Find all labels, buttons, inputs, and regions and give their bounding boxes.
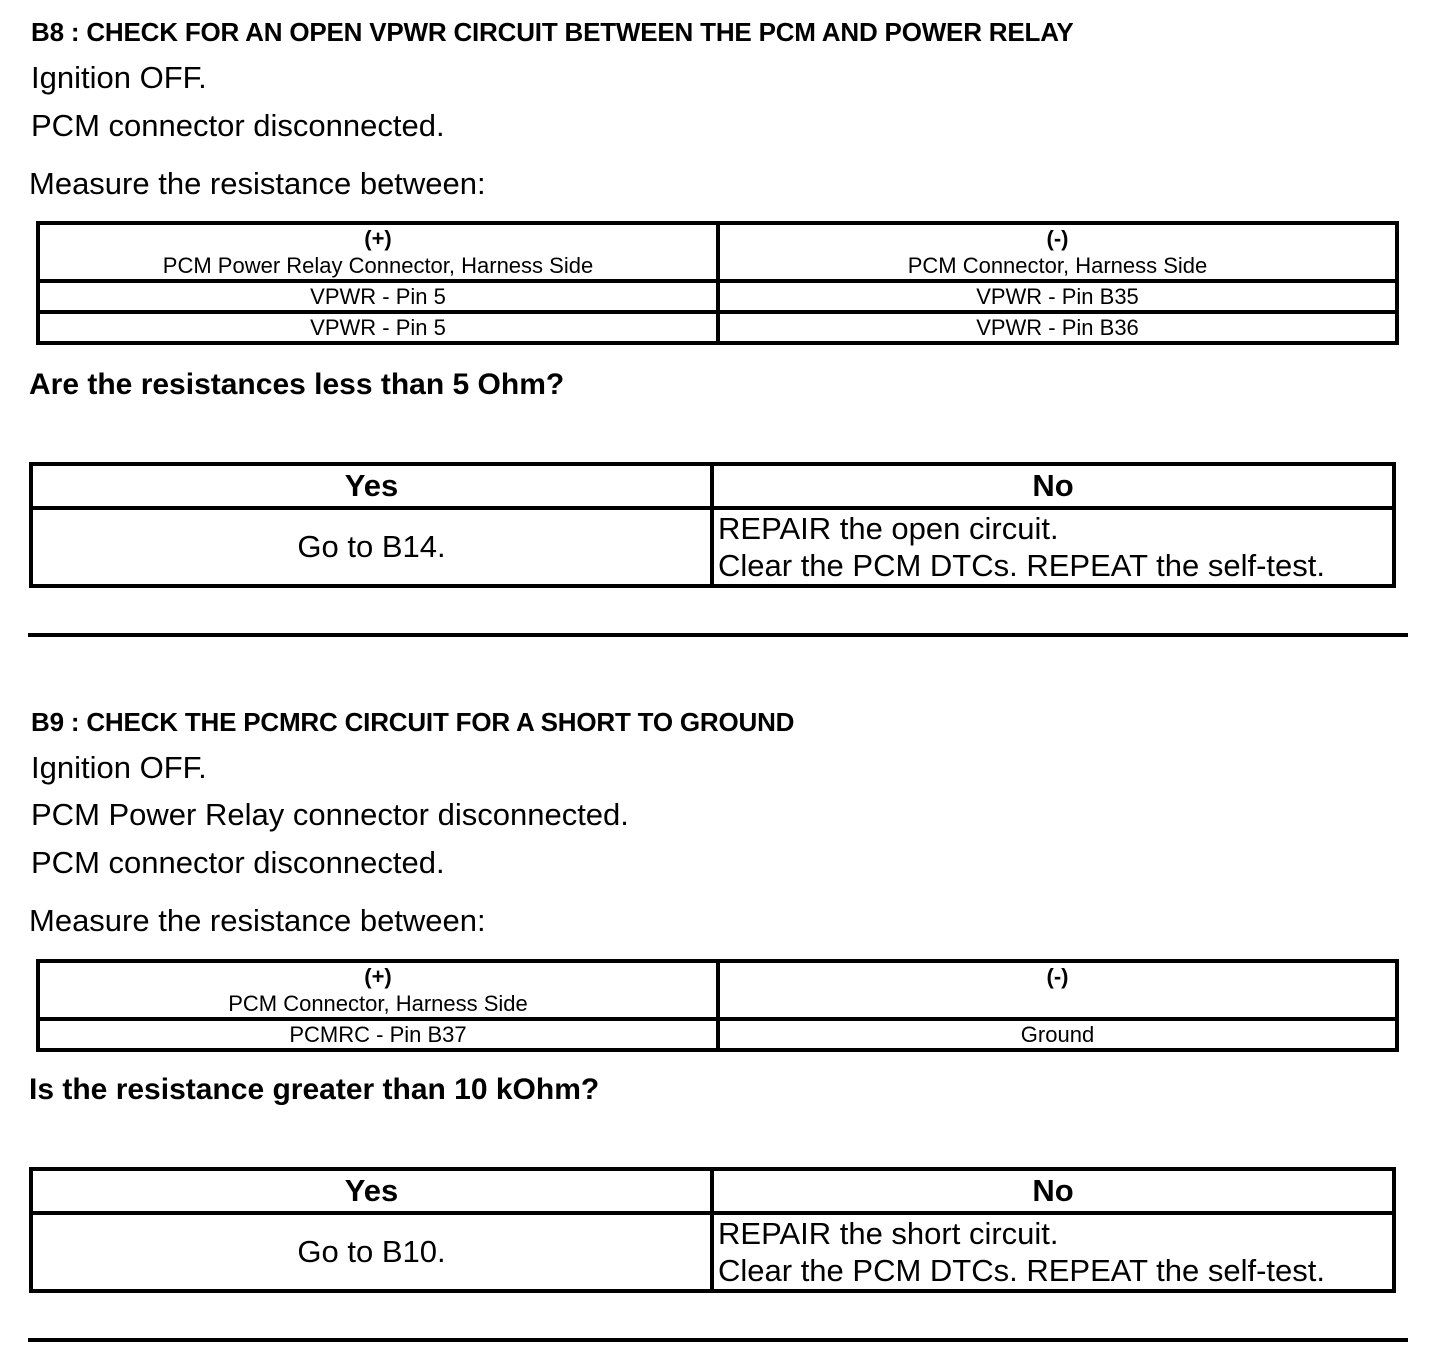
no-header: No (712, 1169, 1394, 1213)
b8-measure-label: Measure the resistance between: (29, 166, 486, 201)
no-action (712, 1213, 1394, 1291)
yes-action: Go to B14. (31, 508, 712, 586)
b8-minus-header (718, 223, 1397, 281)
b9-condition-ignition: Ignition OFF. (31, 750, 207, 785)
plus-sign: (+) (364, 226, 392, 251)
no-header: No (712, 464, 1394, 508)
plus-description: PCM Connector, Harness Side (228, 991, 528, 1016)
minus-pin-cell: VPWR - Pin B36 (718, 312, 1397, 343)
minus-description: PCM Connector, Harness Side (907, 253, 1208, 278)
b9-question: Is the resistance greater than 10 kOhm? (29, 1073, 600, 1106)
b8-heading: B8 : CHECK FOR AN OPEN VPWR CIRCUIT BETWEEN THE PCM AND POWER RELAY (31, 17, 1074, 47)
minus-sign: (-) (1046, 226, 1069, 251)
no-action-line-2: Clear the PCM DTCs. REPEAT the self-test. (718, 1253, 1325, 1288)
plus-description: PCM Power Relay Connector, Harness Side (162, 253, 594, 278)
minus-pin-cell: Ground (718, 1019, 1397, 1050)
no-action-line-1: REPAIR the short circuit. (718, 1216, 1059, 1251)
yes-header: Yes (31, 464, 712, 508)
b9-condition-pcm-connector: PCM connector disconnected. (31, 845, 445, 880)
plus-pin-cell: VPWR - Pin 5 (38, 312, 718, 343)
b9-minus-header (718, 961, 1397, 1019)
b9-measure-label: Measure the resistance between: (29, 903, 486, 938)
no-action-line-2: Clear the PCM DTCs. REPEAT the self-test. (718, 548, 1325, 583)
b9-plus-header (38, 961, 718, 1019)
table-row (38, 281, 1397, 312)
minus-sign: (-) (1046, 964, 1069, 989)
table-row (38, 1019, 1397, 1050)
b9-result-table (29, 1167, 1396, 1293)
table-row (38, 312, 1397, 343)
yes-action: Go to B10. (31, 1213, 712, 1291)
plus-sign: (+) (364, 964, 392, 989)
section-divider (28, 633, 1408, 637)
b9-measure-table (36, 959, 1399, 1052)
b8-question: Are the resistances less than 5 Ohm? (29, 368, 565, 401)
no-action (712, 508, 1394, 586)
b8-condition-ignition: Ignition OFF. (31, 60, 207, 95)
minus-pin-cell: VPWR - Pin B35 (718, 281, 1397, 312)
b8-result-table (29, 462, 1396, 588)
no-action-line-1: REPAIR the open circuit. (718, 511, 1059, 546)
b8-plus-header (38, 223, 718, 281)
section-divider (28, 1338, 1408, 1342)
b9-condition-relay-connector: PCM Power Relay connector disconnected. (31, 797, 629, 832)
b8-measure-table (36, 221, 1399, 345)
yes-header: Yes (31, 1169, 712, 1213)
plus-pin-cell: PCMRC - Pin B37 (38, 1019, 718, 1050)
b8-condition-pcm-connector: PCM connector disconnected. (31, 108, 445, 143)
plus-pin-cell: VPWR - Pin 5 (38, 281, 718, 312)
b9-heading: B9 : CHECK THE PCMRC CIRCUIT FOR A SHORT TO GROUND (31, 707, 795, 737)
